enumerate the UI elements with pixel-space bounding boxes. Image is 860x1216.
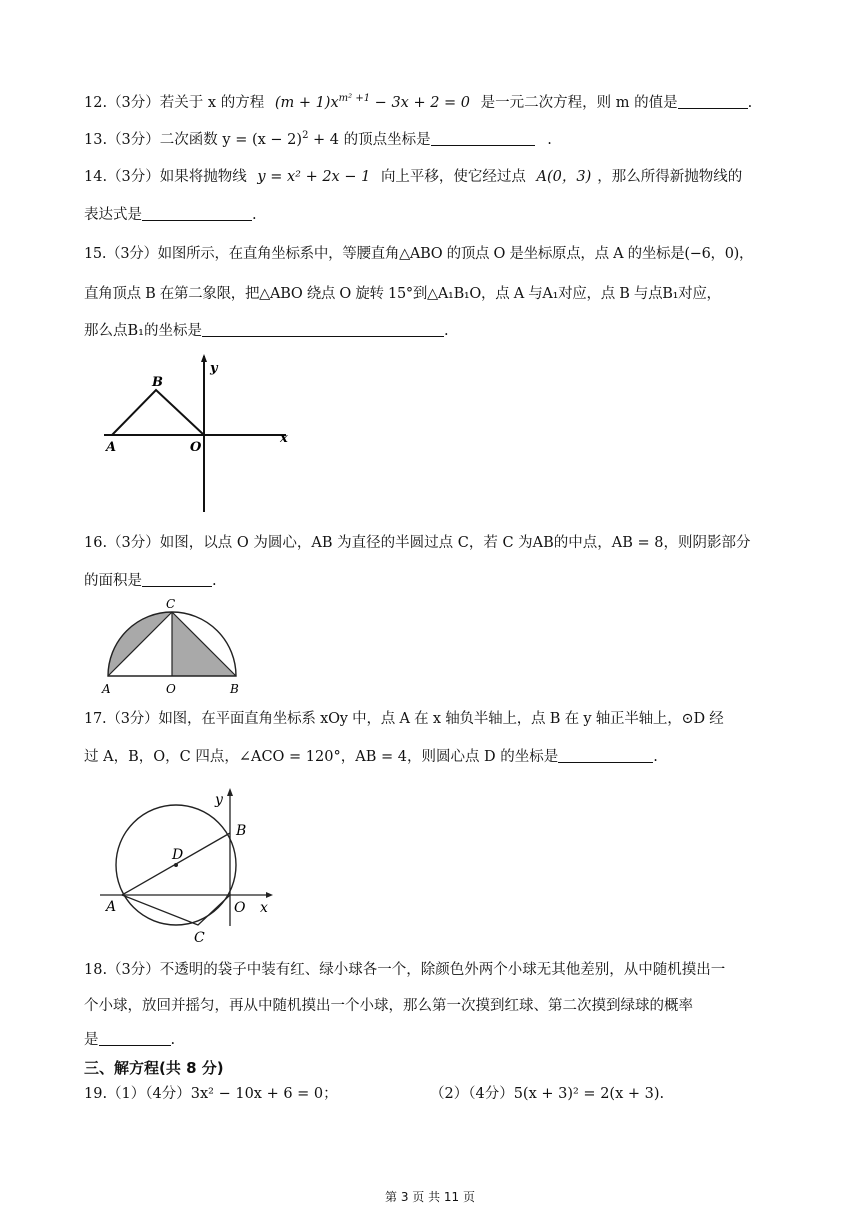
label-x: x — [260, 900, 268, 916]
label-A: A — [106, 440, 117, 455]
question-14: 14.（3分）如果将抛物线 y = x² + 2x − 1 向上平移，使它经过点 A(0，3) ，那么所得新抛物线的 — [84, 169, 743, 185]
q17-figure — [100, 780, 280, 952]
label-y: y — [210, 361, 218, 376]
label-C: C — [194, 930, 205, 946]
label-C: C — [166, 597, 176, 611]
answer-blank[interactable] — [431, 130, 535, 146]
answer-blank[interactable] — [142, 205, 252, 221]
label-A: A — [106, 899, 117, 915]
q15-figure — [100, 350, 300, 515]
label-O: O — [234, 900, 246, 916]
question-19-part1: 19.（1）（4分）3x² − 10x + 6 = 0； — [84, 1086, 338, 1102]
question-17-line2: 过 A，B，O，C 四点，∠ACO = 120°，AB = 4，则圆心点 D 的坐标是 . — [84, 749, 658, 765]
label-D: D — [172, 847, 184, 863]
question-13: 13.（3分）二次函数 $y = (x - 2)^2 + 4$ 的顶点坐标是 . — [84, 130, 552, 148]
center-D — [174, 863, 178, 867]
answer-blank[interactable] — [142, 571, 212, 587]
y-arrow — [227, 788, 233, 796]
label-B: B — [230, 682, 239, 696]
question-18: 18.（3分）不透明的袋子中装有红、绿小球各一个，除颜色外两个小球无其他差别，从中随机摸出一 — [84, 962, 726, 978]
question-16: 16.（3分）如图，以点 O 为圆心，AB 为直径的半圆过点 C，若 C 为AB的中点，AB = 8，则阴影部分 — [84, 535, 751, 551]
label-x: x — [280, 431, 288, 446]
page-footer: 第 3 页 共 11 页 — [385, 1190, 475, 1204]
question-19-part2: （2）（4分）5(x + 3)² = 2(x + 3). — [430, 1086, 665, 1102]
label-y: y — [215, 792, 223, 808]
question-12: 12.（3分）若关于 x 的方程 $(m + 1)x^{m^2 +1} - 3x + 2 = 0$ 是一元二次方程，则 m 的值是 . — [84, 93, 753, 111]
x-arrow — [266, 892, 273, 898]
label-A: A — [102, 682, 111, 696]
q16-figure — [100, 596, 250, 698]
question-18-line3: 是 . — [84, 1032, 176, 1048]
label-B: B — [236, 823, 247, 839]
label-O: O — [190, 440, 202, 455]
question-17: 17.（3分）如图，在平面直角坐标系 xOy 中，点 A 在 x 轴负半轴上，点 B 在 y 轴正半轴上，⊙D 经 — [84, 711, 724, 727]
label-B: B — [152, 375, 163, 390]
question-18-line2: 个小球，放回并摇匀，再从中随机摸出一个小球，那么第一次摸到红球、第二次摸到绿球的概率 — [84, 998, 693, 1014]
segments-ACO — [122, 895, 230, 925]
answer-blank[interactable] — [202, 321, 444, 337]
question-15-line2: 直角顶点 B 在第二象限，把△ABO 绕点 O 旋转 15°到△A₁B₁O，点 A 与A₁对应，点 B 与点B₁对应， — [84, 286, 721, 302]
question-16-line2: 的面积是 . — [84, 573, 217, 589]
y-arrow — [201, 354, 207, 362]
answer-blank[interactable] — [678, 93, 748, 109]
label-O: O — [166, 682, 176, 696]
answer-blank[interactable] — [99, 1030, 171, 1046]
answer-blank[interactable] — [558, 747, 653, 763]
triangle-ABO — [112, 390, 204, 435]
section-heading: 三、解方程(共 8 分) — [84, 1059, 224, 1077]
question-14-line2: 表达式是 . — [84, 207, 257, 223]
question-15-line3: 那么点B₁的坐标是 . — [84, 323, 449, 339]
q12-equation: $(m + 1)x^{m^2 +1} - 3x + 2 = 0$ — [274, 93, 471, 111]
question-15: 15.（3分）如图所示，在直角坐标系中，等腰直角△ABO 的顶点 O 是坐标原点，点 A 的坐标是(−6，0)， — [84, 246, 754, 262]
